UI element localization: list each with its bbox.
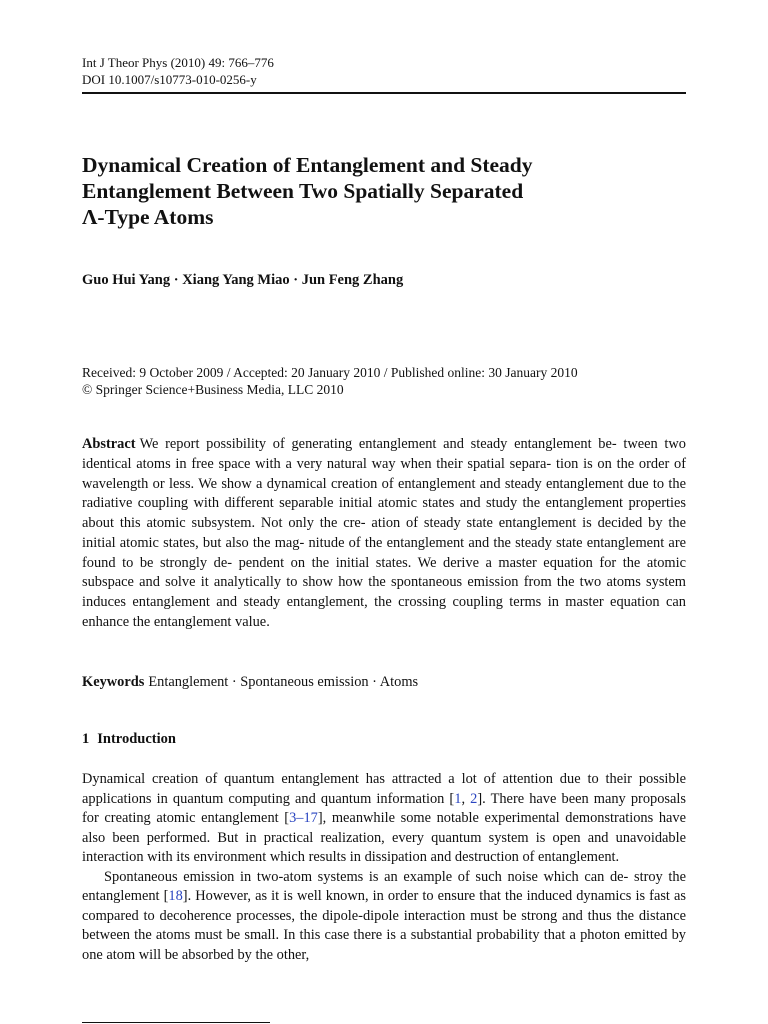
citation-link-3-17[interactable]: 3–17 xyxy=(289,810,318,826)
keywords xyxy=(82,674,418,691)
abstract xyxy=(82,435,686,633)
publication-info xyxy=(82,364,578,398)
citation-link-2[interactable]: 2 xyxy=(470,790,478,807)
intro-text: ]. There have been many proposals for creating atomic entanglement [ xyxy=(82,790,686,826)
intro-text: Spontaneous emission in two-atom systems is an example of such noise which can de- stroy the entanglement [ xyxy=(82,868,686,904)
citation-separator: , xyxy=(461,790,471,807)
footnote-rule xyxy=(82,1022,270,1023)
author-list: Guo Hui Yang · Xiang Yang Miao · Jun Feng Zhang xyxy=(82,272,404,288)
citation-link-18[interactable]: 18 xyxy=(168,888,183,904)
paper-title xyxy=(82,152,642,230)
doi: DOI 10.1007/s10773-010-0256-y xyxy=(82,72,257,87)
keywords-text: Entanglement · Spontaneous emission · Atoms xyxy=(148,674,419,690)
keywords-label: Keywords xyxy=(82,674,145,690)
intro-text: ], meanwhile some notable experimental demonstrations have also been performed. But in practical realization, every quantum system is open and unavoidable interaction with its environment which results in dissipation and destruction of entanglement. xyxy=(82,810,687,865)
citation-link-1[interactable]: 1 xyxy=(454,790,462,807)
title-line-2: Entanglement Between Two Spatially Separated xyxy=(82,179,524,203)
copyright-notice: © Springer Science+Business Media, LLC 2010 xyxy=(82,382,344,397)
publication-dates: Received: 9 October 2009 / Accepted: 20 January 2010 / Published online: 30 January 2010 xyxy=(82,365,578,380)
abstract-text: We report possibility of generating entanglement and steady entanglement be- tween two identical atoms in free space with a very natural way when their spatial separa- tion is on the order of wavelength or less. We show a dynamical creation of entanglement and steady entanglement due to the radiative coupling with different separable initial atomic states and study the entanglement properties about this atomic subsystem. Not only the cre- ation of steady state entanglement is decided by the initial atomic states, but also the mag- nitude of the entanglement and the steady state entanglement are found to be strongly de- pendent on the initial states. We derive a master equation for the atomic subspace and solve it analytically to show how the spontaneous emission from the two atoms system induces entanglement and steady entanglement, the crossing coupling terms in master equation can enhance the entanglement value. xyxy=(82,436,686,630)
intro-paragraph-2 xyxy=(82,868,686,966)
header-rule xyxy=(82,92,686,94)
title-line-3: Λ-Type Atoms xyxy=(82,205,214,229)
journal-citation: Int J Theor Phys (2010) 49: 766–776 xyxy=(82,55,274,70)
journal-header xyxy=(82,54,274,88)
intro-paragraph-1 xyxy=(82,770,686,868)
intro-text: Dynamical creation of quantum entanglement has attracted a lot of attention due to their possible applications in quantum computing and quantum information [ xyxy=(82,771,686,807)
section-heading xyxy=(82,731,176,748)
title-line-1: Dynamical Creation of Entanglement and Steady xyxy=(82,153,533,177)
section-title: Introduction xyxy=(97,731,176,747)
intro-text: ]. However, as it is well known, in order to ensure that the induced dynamics is fast as compared to decoherence processes, the dipole-dipole interaction must be strong and thus the distance between the atoms must be small. In this case there is a substantial probability that a photon emitted by one atom will be absorbed by the other, xyxy=(82,888,686,963)
introduction-body xyxy=(82,770,686,965)
section-number: 1 xyxy=(82,731,90,747)
abstract-label: Abstract xyxy=(82,436,136,452)
